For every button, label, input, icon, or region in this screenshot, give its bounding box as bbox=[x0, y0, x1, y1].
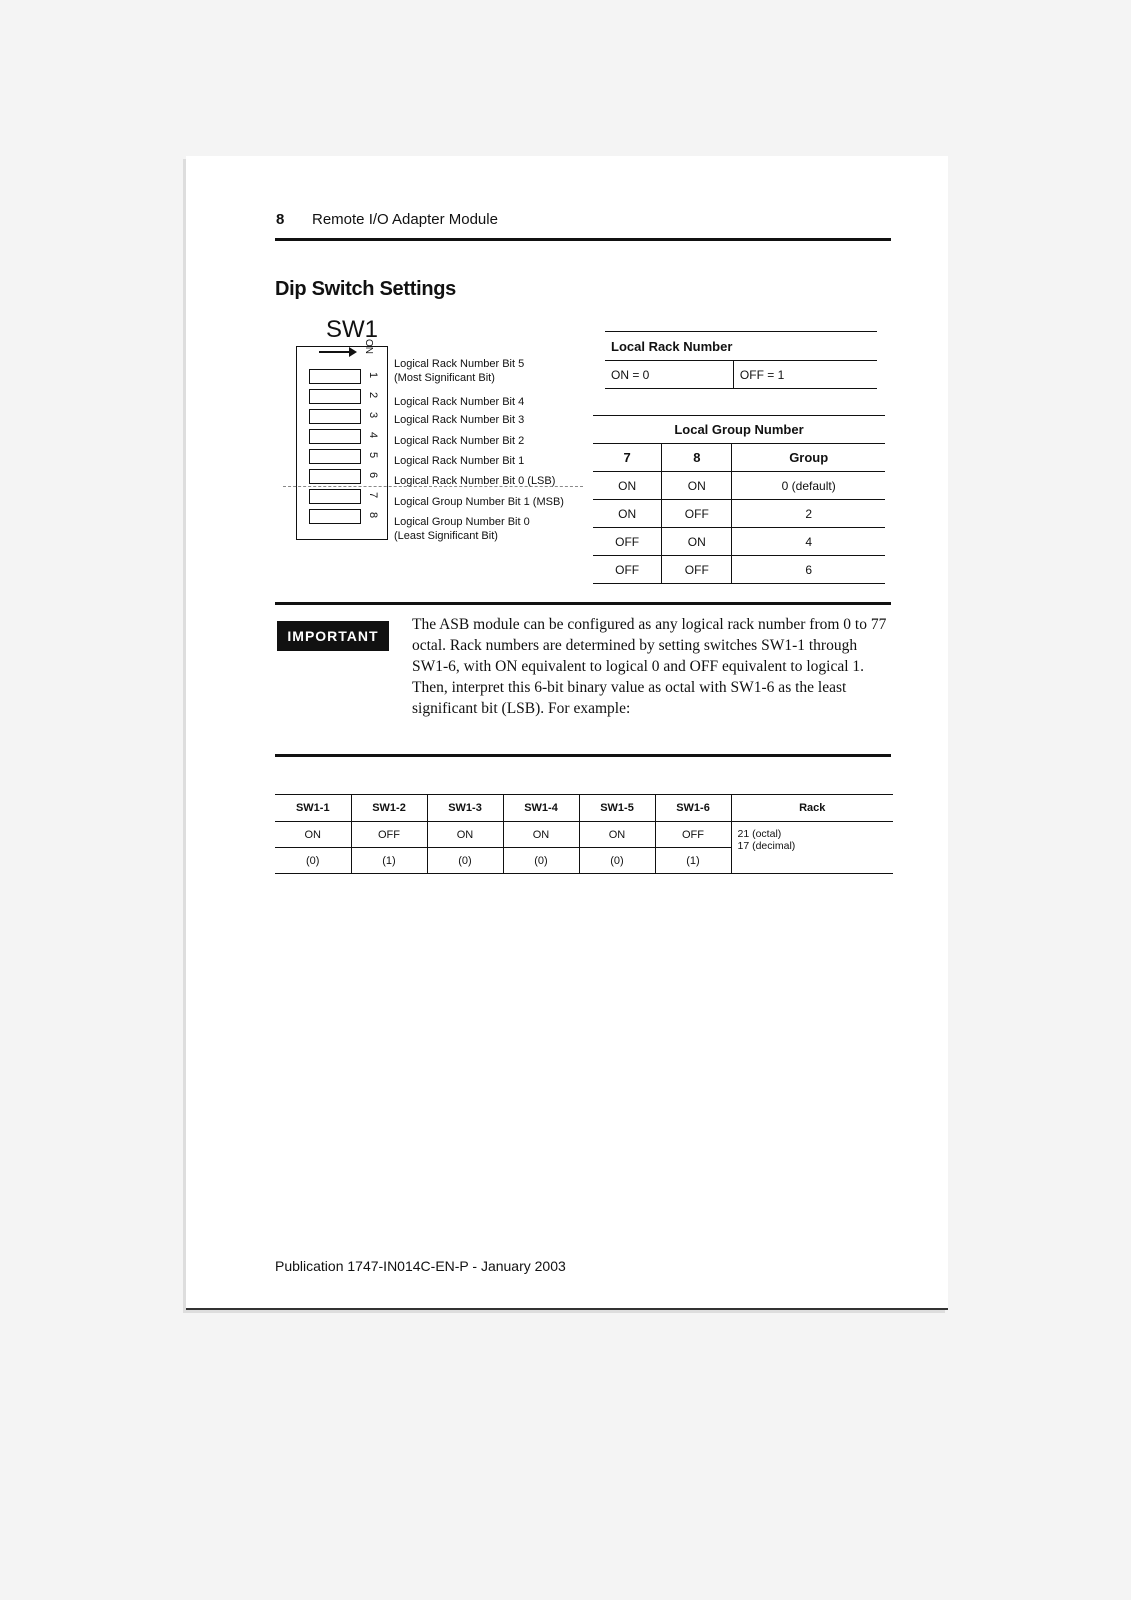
local-rack-off: OFF = 1 bbox=[733, 361, 877, 389]
table-header: 8 bbox=[662, 444, 732, 472]
table-cell: (0) bbox=[503, 848, 579, 874]
local-rack-table bbox=[605, 331, 877, 389]
table-header: Rack bbox=[731, 795, 893, 822]
dip-label-bit3: Logical Rack Number Bit 3 bbox=[394, 414, 525, 426]
dip-number-3: 3 bbox=[367, 411, 379, 419]
table-header: SW1-2 bbox=[351, 795, 427, 822]
table-row bbox=[593, 472, 885, 500]
table-cell: ON bbox=[503, 822, 579, 848]
table-cell: OFF bbox=[662, 556, 732, 584]
table-cell: OFF bbox=[593, 556, 662, 584]
table-cell: (0) bbox=[427, 848, 503, 874]
dip-number-5: 5 bbox=[367, 451, 379, 459]
local-group-table bbox=[593, 415, 885, 584]
local-rack-title: Local Rack Number bbox=[605, 332, 877, 361]
table-header: SW1-3 bbox=[427, 795, 503, 822]
rack-octal: 21 (octal) bbox=[737, 828, 782, 840]
table-cell: 4 bbox=[732, 528, 885, 556]
dip-switch-6 bbox=[309, 469, 361, 484]
table-header: SW1-6 bbox=[655, 795, 731, 822]
dip-switch-3 bbox=[309, 409, 361, 424]
rack-decimal: 17 (decimal) bbox=[737, 840, 796, 852]
table-row bbox=[275, 822, 893, 848]
rack-value-cell bbox=[731, 822, 893, 874]
dip-number-1: 1 bbox=[367, 371, 379, 379]
publication-footer: Publication 1747-IN014C-EN-P - January 2003 bbox=[275, 1258, 566, 1274]
table-cell: 2 bbox=[732, 500, 885, 528]
section-title: Dip Switch Settings bbox=[275, 278, 456, 300]
table-cell: ON bbox=[593, 500, 662, 528]
dip-switch-5 bbox=[309, 449, 361, 464]
table-cell: 6 bbox=[732, 556, 885, 584]
dip-switch-diagram bbox=[296, 339, 388, 540]
table-cell: ON bbox=[427, 822, 503, 848]
dip-label-lsb: (Least Significant Bit) bbox=[394, 530, 498, 542]
page-number: 8 bbox=[276, 211, 285, 228]
table-row bbox=[593, 528, 885, 556]
table-cell: OFF bbox=[662, 500, 732, 528]
dip-switch-title: SW1 bbox=[326, 316, 379, 343]
dip-label-group-bit1: Logical Group Number Bit 1 (MSB) bbox=[394, 496, 564, 508]
running-header: Remote I/O Adapter Module bbox=[312, 211, 498, 228]
important-rule-top bbox=[275, 602, 891, 605]
document-page bbox=[186, 156, 948, 1310]
table-cell: (0) bbox=[275, 848, 351, 874]
table-cell: ON bbox=[593, 472, 662, 500]
table-row bbox=[593, 500, 885, 528]
table-header: SW1-1 bbox=[275, 795, 351, 822]
table-cell: ON bbox=[662, 472, 732, 500]
dip-number-6: 6 bbox=[367, 471, 379, 479]
important-text: The ASB module can be configured as any logical rack number from 0 to 77 octal. Rack numbers are determined by setting switches SW1-1 through SW1-6, with ON equivalent to logical 0 and OFF equivalent to logical 1. Then, interpret this 6-bit binary value as octal with SW1-6 as the least significant bit (LSB). For example: bbox=[412, 616, 887, 717]
dip-switch-7 bbox=[309, 489, 361, 504]
table-cell: ON bbox=[275, 822, 351, 848]
table-cell: OFF bbox=[351, 822, 427, 848]
table-cell: OFF bbox=[655, 822, 731, 848]
dip-switch-2 bbox=[309, 389, 361, 404]
important-rule-bottom bbox=[275, 754, 891, 757]
table-cell: 0 (default) bbox=[732, 472, 885, 500]
on-arrow-icon bbox=[319, 351, 353, 353]
dip-number-8: 8 bbox=[367, 511, 379, 519]
table-cell: ON bbox=[579, 822, 655, 848]
table-cell: (1) bbox=[351, 848, 427, 874]
dip-label-group-bit0: Logical Group Number Bit 0 bbox=[394, 516, 530, 528]
table-header: 7 bbox=[593, 444, 662, 472]
table-cell: (0) bbox=[579, 848, 655, 874]
table-row bbox=[593, 556, 885, 584]
dip-switch-4 bbox=[309, 429, 361, 444]
dip-number-2: 2 bbox=[367, 391, 379, 399]
table-header: Group bbox=[732, 444, 885, 472]
dip-number-4: 4 bbox=[367, 431, 379, 439]
table-cell: (1) bbox=[655, 848, 731, 874]
example-table bbox=[275, 794, 893, 874]
important-badge: IMPORTANT bbox=[277, 621, 389, 651]
dip-switch-8 bbox=[309, 509, 361, 524]
dip-number-7: 7 bbox=[367, 491, 379, 499]
table-header: SW1-4 bbox=[503, 795, 579, 822]
table-cell: ON bbox=[662, 528, 732, 556]
table-cell: OFF bbox=[593, 528, 662, 556]
dip-switch-1 bbox=[309, 369, 361, 384]
dip-label-bit4: Logical Rack Number Bit 4 bbox=[394, 396, 525, 408]
dip-label-bit2: Logical Rack Number Bit 2 bbox=[394, 435, 525, 447]
local-rack-on: ON = 0 bbox=[605, 361, 733, 389]
on-label: ON bbox=[363, 339, 374, 354]
dip-label-bit5: Logical Rack Number Bit 5 bbox=[394, 358, 525, 370]
header-rule bbox=[275, 238, 891, 241]
table-header: SW1-5 bbox=[579, 795, 655, 822]
dip-label-msb: (Most Significant Bit) bbox=[394, 372, 495, 384]
local-group-title: Local Group Number bbox=[593, 416, 885, 444]
dip-label-bit1: Logical Rack Number Bit 1 bbox=[394, 455, 525, 467]
dip-label-bit0: Logical Rack Number Bit 0 (LSB) bbox=[394, 475, 556, 487]
